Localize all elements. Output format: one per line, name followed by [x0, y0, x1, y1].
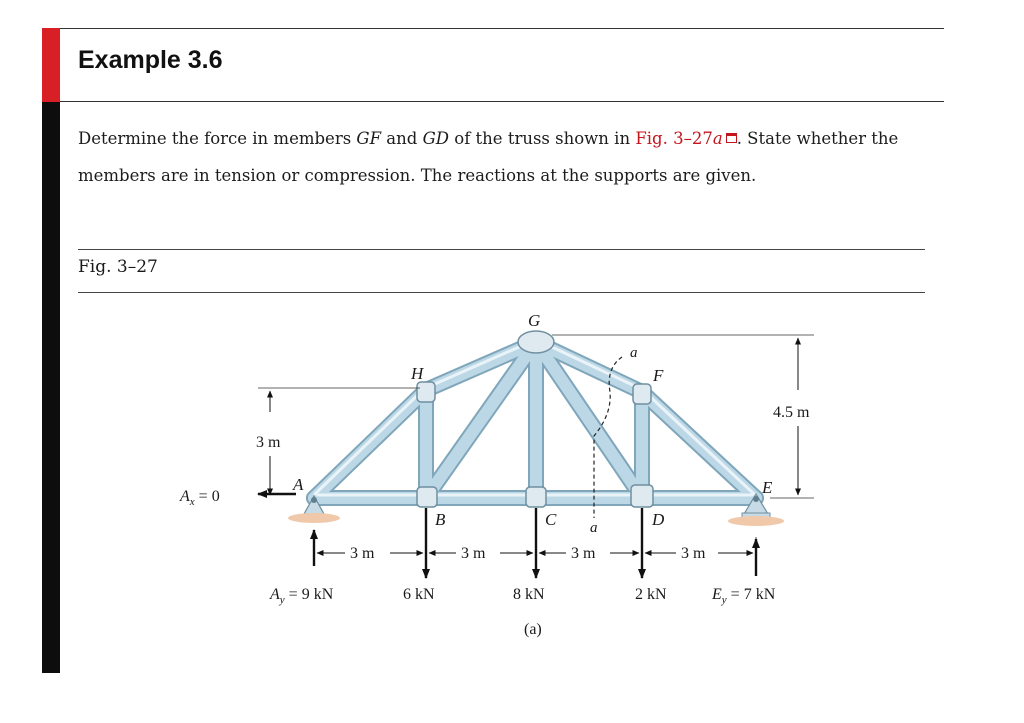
- joint-label-d: D: [652, 510, 665, 529]
- span-label-4: 3 m: [681, 545, 706, 562]
- joint-label-e: E: [762, 478, 773, 497]
- section-label-bottom: a: [590, 520, 598, 536]
- truss-members: [314, 340, 756, 498]
- section-label-top: a: [630, 345, 638, 361]
- loads: [258, 494, 756, 578]
- figure-label: Fig. 3–27: [78, 257, 158, 277]
- joint-label-c: C: [545, 510, 557, 529]
- figure-link-letter: a: [712, 129, 723, 148]
- figure-link-text: Fig. 3–27: [635, 129, 713, 148]
- gusset-d: [631, 485, 653, 507]
- span-label-1: 3 m: [350, 545, 375, 562]
- reaction-ay-label: $A_y = 9$ kN: [270, 586, 334, 606]
- joint-label-a: A: [293, 475, 304, 494]
- span-label-2: 3 m: [461, 545, 486, 562]
- problem-text-4: . State whether the members are in tension or compression. The reactions at the supports are given.: [78, 129, 899, 185]
- figure-caption: (a): [524, 621, 542, 638]
- joint-label-f: F: [653, 366, 664, 385]
- gusset-g: [518, 331, 554, 353]
- load-c-label: 8 kN: [513, 586, 545, 603]
- member-gd: GD: [422, 129, 450, 148]
- reaction-ay-value: = 9 kN: [288, 586, 334, 603]
- load-d-label: 2 kN: [635, 586, 667, 603]
- dimension-left-height-label: 3 m: [256, 434, 281, 451]
- reaction-ax-value: = 0: [198, 488, 220, 505]
- gusset-c: [526, 487, 546, 507]
- gusset-b: [417, 487, 437, 507]
- gusset-f: [633, 384, 651, 404]
- joint-label-h: H: [411, 364, 424, 383]
- problem-text-3: of the truss shown in: [449, 129, 636, 148]
- dimension-right-height-label: 4.5 m: [773, 404, 810, 421]
- joint-label-b: B: [435, 510, 446, 529]
- gusset-h: [417, 382, 435, 402]
- joint-label-g: G: [528, 311, 541, 330]
- span-label-3: 3 m: [571, 545, 596, 562]
- reaction-ax-label: $A_x = 0$: [180, 488, 220, 508]
- reaction-ey-value: = 7 kN: [730, 586, 776, 603]
- example-title: Example 3.6: [78, 46, 223, 74]
- load-b-label: 6 kN: [403, 586, 435, 603]
- reaction-ey-label: $E_y = 7$ kN: [712, 586, 776, 606]
- problem-text-2: and: [381, 129, 423, 148]
- problem-text-1: Determine the force in members: [78, 129, 357, 148]
- member-gf: GF: [356, 129, 382, 148]
